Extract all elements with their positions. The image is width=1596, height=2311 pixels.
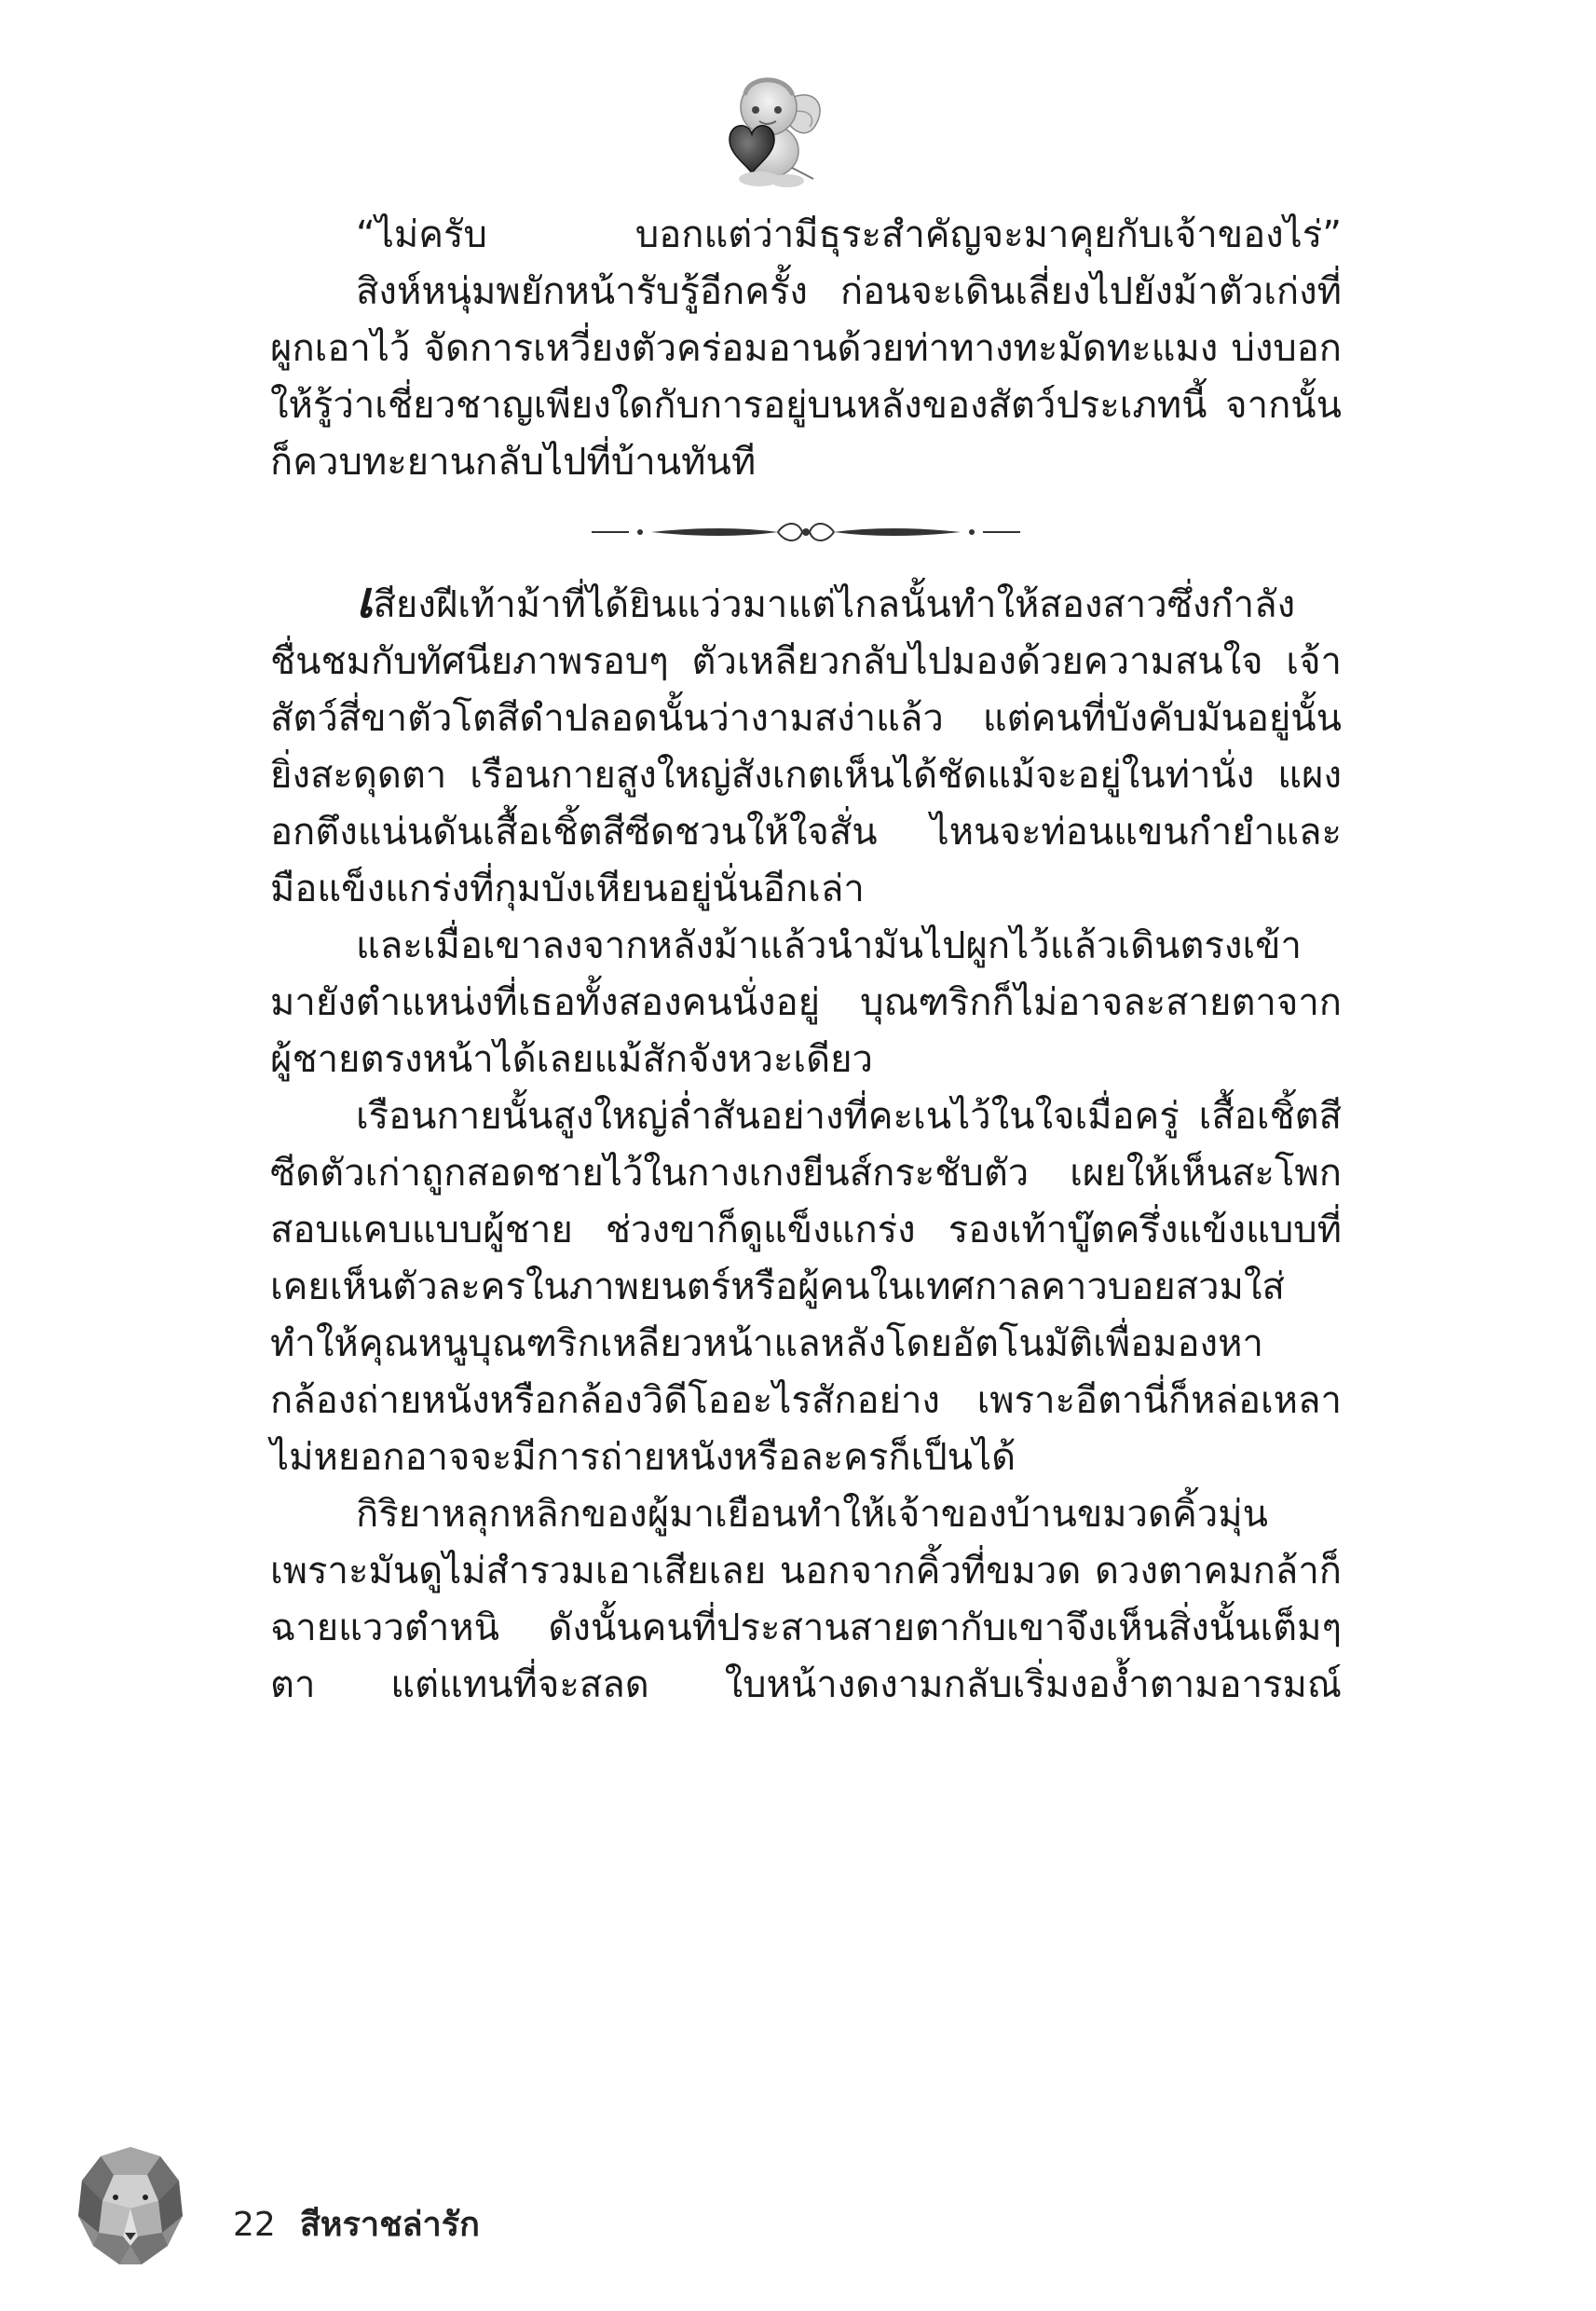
page-folio [233,2197,480,2250]
page-footer [75,2143,727,2274]
paragraph: เรือนกายนั้นสูงใหญ่ล่ำสันอย่างที่คะเนไว้ในใจเมื่อครู่ เสื้อเชิ้ตสีซีดตัวเก่าถูกสอดชายไว้ในกางเกงยีนส์กระชับตัว เผยให้เห็นสะโพกสอบแคบแบบผู้ชาย ช่วงขาก็ดูแข็งแกร่ง รองเท้าบู๊ตครึ่งแข้งแบบที่เคยเห็นตัวละครในภาพยนตร์หรือผู้คนในเทศกาลคาวบอยสวมใส่ทำให้คุณหนูบุณฑริกเหลียวหน้าแลหลังโดยอัตโนมัติเพื่อมองหากล้องถ่ายหนังหรือกล้องวิดีโออะไรสักอย่าง เพราะอีตานี่ก็หล่อเหลาไม่หยอกอาจจะมีการถ่ายหนังหรือละครก็เป็นได้ [270,1095,1342,1479]
paragraph-dialogue: “ไม่ครับ บอกแต่ว่ามีธุระสำคัญจะมาคุยกับเจ้าของไร่” [356,213,1342,256]
cupid-heart-icon [694,65,834,196]
page-number: 22 [233,2206,276,2244]
paragraph: และเมื่อเขาลงจากหลังม้าแล้วนำมันไปผูกไว้แล้วเดินตรงเข้ามายังตำแหน่งที่เธอทั้งสองคนนั่งอยู่ บุณฑริกก็ไม่อาจละสายตาจากผู้ชายตรงหน้าได้เลยแม้สักจังหวะเดียว [270,924,1342,1081]
paragraph-dropcap [270,569,1342,918]
body-text [270,207,1342,1714]
book-title: สีหราชล่ารัก [299,2206,480,2244]
paragraph: สิงห์หนุ่มพยักหน้ารับรู้อีกครั้ง ก่อนจะเดินเลี่ยงไปยังม้าตัวเก่งที่ผูกเอาไว้ จัดการเหวี่ยงตัวคร่อมอานด้วยท่าทางทะมัดทะแมง บ่งบอกให้รู้ว่าเชี่ยวชาญเพียงใดกับการอยู่บนหลังของสัตว์ประเภทนี้ จากนั้นก็ควบทะยานกลับไปที่บ้านทันที [270,270,1342,484]
paragraph: กิริยาหลุกหลิกของผู้มาเยือนทำให้เจ้าของบ้านขมวดคิ้วมุ่น เพราะมันดูไม่สำรวมเอาเสียเลย นอกจากคิ้วที่ขมวด ดวงตาคมกล้าก็ฉายแววตำหนิ ดังนั้นคนที่ประสานสายตากับเขาจึงเห็นสิ่งนั้นเต็มๆ ตา แต่แทนที่จะสลด ใบหน้างดงามกลับเริ่มงอง้ำตามอารมณ์ [270,1493,1342,1706]
lion-head-icon [75,2143,186,2269]
scroll-divider-icon [592,504,1020,560]
drop-cap: เ [356,569,374,629]
paragraph-text: สียงฝีเท้าม้าที่ได้ยินแว่วมาแต่ไกลนั้นทำให้สองสาวซึ่งกำลังชื่นชมกับทัศนียภาพรอบๆ ตัวเหลียวกลับไปมองด้วยความสนใจ เจ้าสัตว์สี่ขาตัวโตสีดำปลอดนั้นว่างามสง่าแล้ว แต่คนที่บังคับมันอยู่นั้นยิ่งสะดุดตา เรือนกายสูงใหญ่สังเกตเห็นได้ชัดแม้จะอยู่ในท่านั่ง แผงอกตึงแน่นดันเสื้อเชิ้ตสีซีดชวนให้ใจสั่น ไหนจะท่อนแขนกำยำและมือแข็งแกร่งที่กุมบังเหียนอยู่นั่นอีกเล่า [270,583,1342,910]
